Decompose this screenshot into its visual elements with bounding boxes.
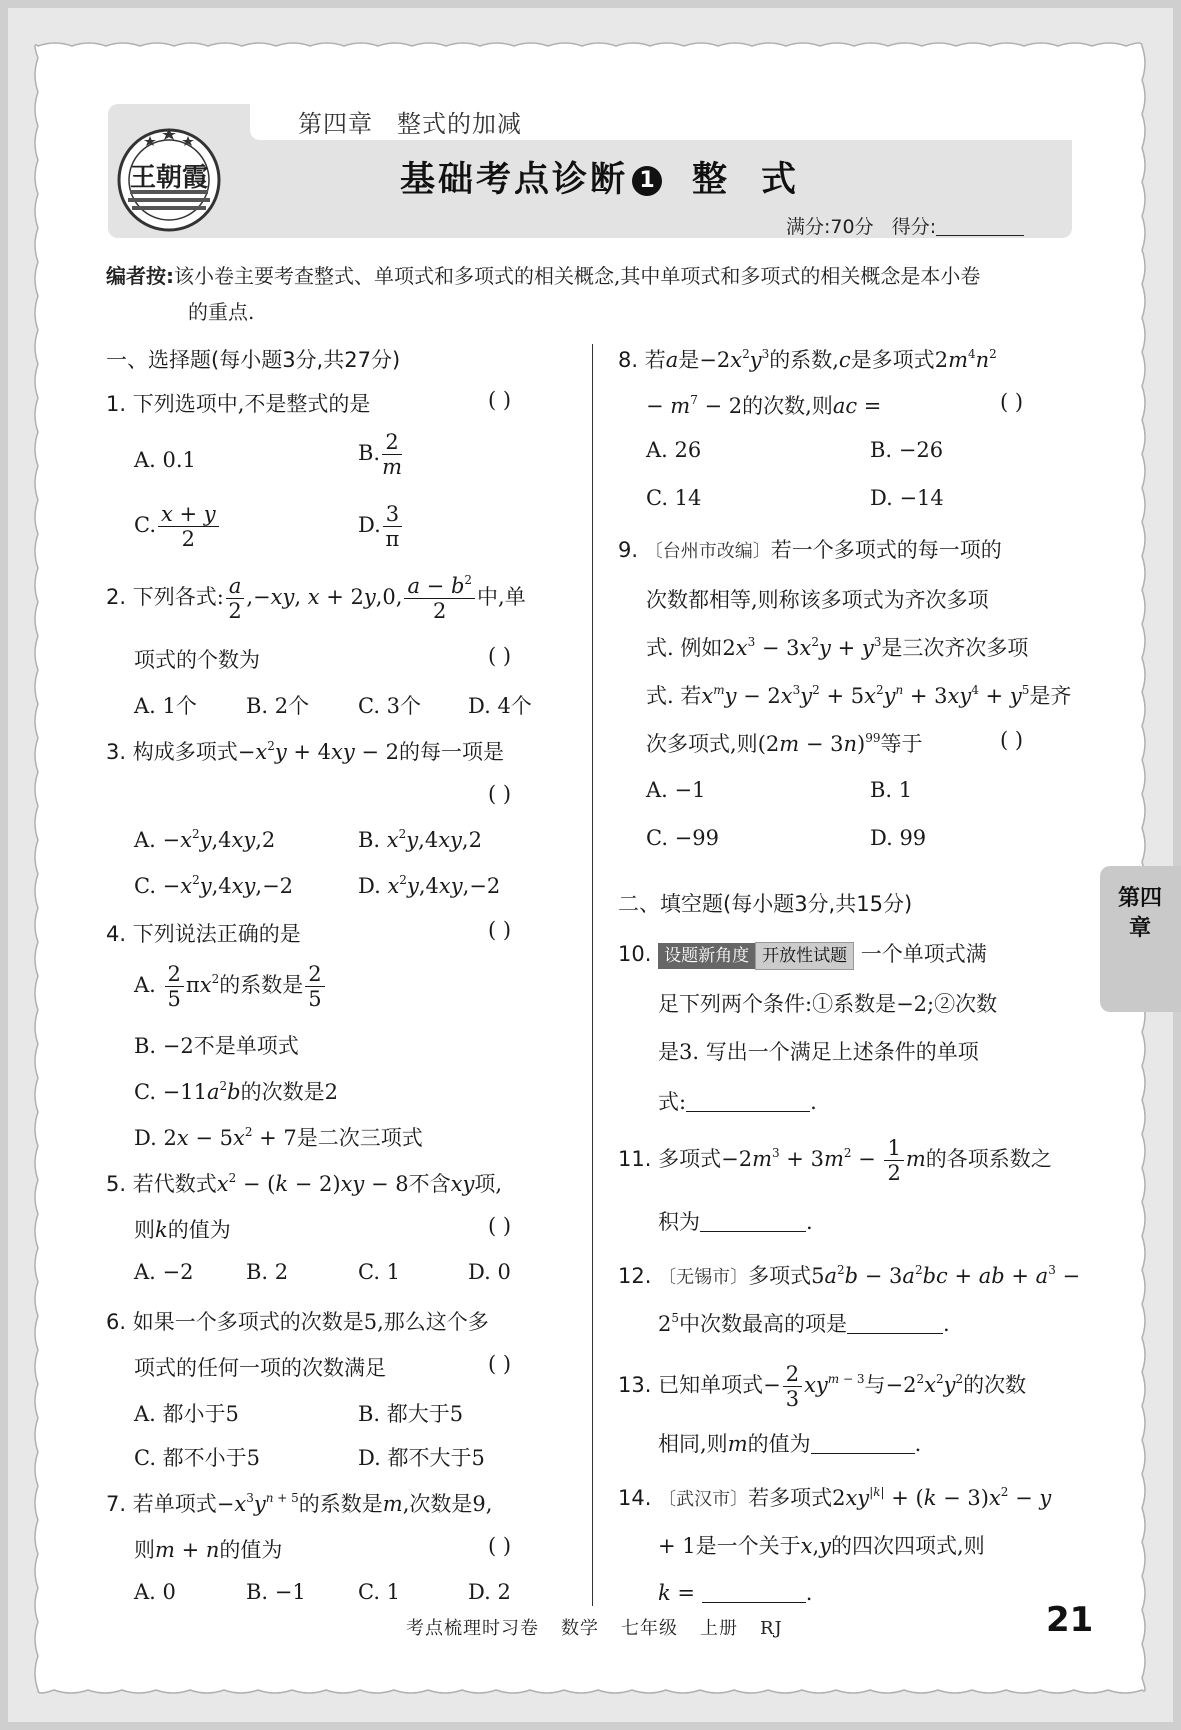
tag-open-question: 开放性试题 [755,942,854,970]
question-14-line2: + 1是一个关于x,y的四次四项式,则 [658,1534,985,1558]
full-score: 满分:70分 [786,216,874,238]
chapter-heading [298,104,546,139]
answer-paren[interactable]: ( ) [488,388,512,412]
question-14: 14. 〔武汉市〕若多项式$2xy^{|k|} + (k - 3)x^2 - y$ [618,1485,1052,1510]
editor-note [106,258,1082,330]
question-9-line5: 次多项式,则$(2m - 3n)^{99}$等于 [646,731,923,756]
question-9-line2: 次数都相等,则称该多项式为齐次多项 [646,588,989,612]
option-a: A. 26 [646,438,702,462]
question-3: 3. 构成多项式$-x^2y + 4xy - 2$的每一项是 [106,739,505,764]
option-c: C. 1 [358,1580,401,1604]
option-c: C. −99 [646,826,719,850]
column-divider [592,344,593,1606]
answer-paren[interactable]: ( ) [488,918,512,942]
question-5-cont: 则k的值为 [134,1218,231,1242]
question-11: 11. 多项式$-2m^3 + 3m^2$ − $\frac{1}{2}$ m的各项系数之 [618,1136,1052,1185]
score-blank[interactable] [936,217,1024,236]
option-b: B. 1 [870,778,913,802]
option-b: B. $x^2y,4xy,2$ [358,827,482,852]
option-d: D. 2 [468,1580,511,1604]
option-c: C. $-x^2y,4xy,-2$ [134,873,294,898]
answer-paren[interactable]: ( ) [488,782,512,806]
section-title-fill: 二、填空题(每小题3分,共15分) [618,892,913,916]
option-c: C. $\frac{x + y}{2}$ [134,502,221,551]
title-subject: 整式 [692,160,831,200]
option-c: C. 3个 [358,694,422,718]
question-6: 6. 如果一个多项式的次数是5,那么这个多 [106,1310,489,1334]
title-text: 基础考点诊断 [400,160,629,200]
question-12-line2: $2^5$中次数最高的项是 . [658,1311,950,1336]
svg-text:王朝霞: 王朝霞 [129,163,209,193]
question-13-line2: 相同,则m的值为 . [658,1432,922,1456]
note-label: 编者按: [106,264,174,288]
option-b: B. 2个 [246,694,310,718]
question-14-line3: k = . [658,1581,813,1605]
answer-paren[interactable]: ( ) [1000,390,1024,414]
option-d: D. 0 [468,1260,511,1284]
question-2: 2. 下列各式: $\frac{a}{2}$ ,−xy, x + 2y,0, $\frac{a - b^2}{2}$ 中,单 [106,573,526,623]
option-b: B. $\frac{2}{m}$ [358,430,403,479]
option-d: D. 99 [870,826,927,850]
chapter-side-tab[interactable]: 第四章 [1100,866,1181,1012]
wangchaoxia-logo [108,116,230,238]
option-a: A. 1个 [134,694,197,718]
option-a: A. −2 [134,1260,194,1284]
question-7-cont: 则m + n的值为 [134,1538,283,1562]
question-7: 7. 若单项式$-x^3y^{n + 5}$的系数是m,次数是9, [106,1491,493,1516]
question-10-line2: 足下列两个条件:①系数是−2;②次数 [658,992,998,1016]
question-10: 10. 设题新角度 开放性试题 一个单项式满 [618,938,987,970]
option-c: C. 14 [646,486,702,510]
question-9: 9. 〔台州市改编〕若一个多项式的每一项的 [618,538,1002,562]
option-b: B. 都大于5 [358,1402,464,1426]
score-label: 得分: [891,216,937,238]
answer-paren[interactable]: ( ) [1000,728,1024,752]
option-b: B. −26 [870,438,944,462]
option-d: D. 都不大于5 [358,1446,485,1470]
option-a: A. 都小于5 [134,1402,239,1426]
tag-new-angle: 设题新角度 [658,943,755,969]
option-d: D. 4个 [468,694,532,718]
option-a: A. $\frac{2}{5}$ $\pi x^2$的系数是 $\frac{2}{5}$ [134,962,327,1011]
answer-paren[interactable]: ( ) [488,1352,512,1376]
question-5: 5. 若代数式$x^2 - (k - 2)xy - 8$不含xy项, [106,1171,503,1196]
answer-blank[interactable] [700,1209,806,1232]
question-6-cont: 项式的任何一项的次数满足 [134,1356,386,1380]
page-number: 21 [1046,1600,1094,1640]
title-number-badge: 1 [632,166,662,196]
question-8: 8. 若a是$-2x^2y^3$的系数,c是多项式$2m^4n^2$ [618,347,997,372]
chapter-title: 整式的加减 [397,110,522,138]
option-d: D. −14 [870,486,944,510]
question-13: 13. 已知单项式− $\frac{2}{3}$ $xy^{m - 3}$与$-2^2x^2y^2$的次数 [618,1362,1027,1411]
answer-blank[interactable] [686,1089,810,1112]
note-text-cont: 的重点. [188,300,255,324]
option-d: D. $x^2y,4xy,-2$ [358,873,501,898]
answer-blank[interactable] [702,1580,806,1603]
question-12: 12. 〔无锡市〕多项式$5a^2b - 3a^2bc$ + ab + $a^3$ − [618,1263,1081,1288]
option-a: A. −1 [646,778,706,802]
answer-paren[interactable]: ( ) [488,644,512,668]
option-b: B. −1 [246,1580,306,1604]
option-a: A. 0 [134,1580,176,1604]
question-10-line3: 是3. 写出一个满足上述条件的单项 [658,1040,979,1064]
question-8-cont: − $m^7 - 2$的次数,则ac = [646,393,882,418]
option-b: B. −2不是单项式 [134,1034,299,1058]
option-c: C. 1 [358,1260,401,1284]
option-d: D. $2x - 5x^2 + 7$是二次三项式 [134,1125,423,1150]
question-11-line2: 积为 . [658,1210,813,1234]
question-10-line4: 式: . [658,1090,817,1114]
question-9-line3: 式. 例如$2x^3 - 3x^2y + y^3$是三次齐次多项 [646,635,1029,660]
section-title-choice: 一、选择题(每小题3分,共27分) [106,348,401,372]
page-title [400,152,830,202]
option-d: D. $\frac{3}{\pi}$ [358,502,404,551]
chapter-number: 第四章 [298,110,373,138]
footer: 考点梳理时习卷 数学 七年级 上册 RJ [406,1618,783,1639]
answer-paren[interactable]: ( ) [488,1534,512,1558]
answer-blank[interactable] [811,1431,915,1454]
question-1: 1. 下列选项中,不是整式的是 [106,392,371,416]
option-c: C. 都不小于5 [134,1446,261,1470]
question-9-line4: 式. 若$x^my - 2x^3y^2 + 5x^2y^n + 3xy^4 + y^5$是齐 [646,683,1072,708]
answer-blank[interactable] [847,1311,943,1334]
note-text: 该小卷主要考查整式、单项式和多项式的相关概念,其中单项式和多项式的相关概念是本小卷 [174,264,981,288]
option-a: A. $-x^2y,4xy,2$ [134,827,276,852]
question-2-cont: 项式的个数为 [134,648,260,672]
question-4: 4. 下列说法正确的是 [106,922,301,946]
option-a: A. 0.1 [134,448,196,472]
option-b: B. 2 [246,1260,289,1284]
option-c: C. $-11a^2b$的次数是2 [134,1079,338,1104]
score-line [786,212,1024,239]
answer-paren[interactable]: ( ) [488,1214,512,1238]
